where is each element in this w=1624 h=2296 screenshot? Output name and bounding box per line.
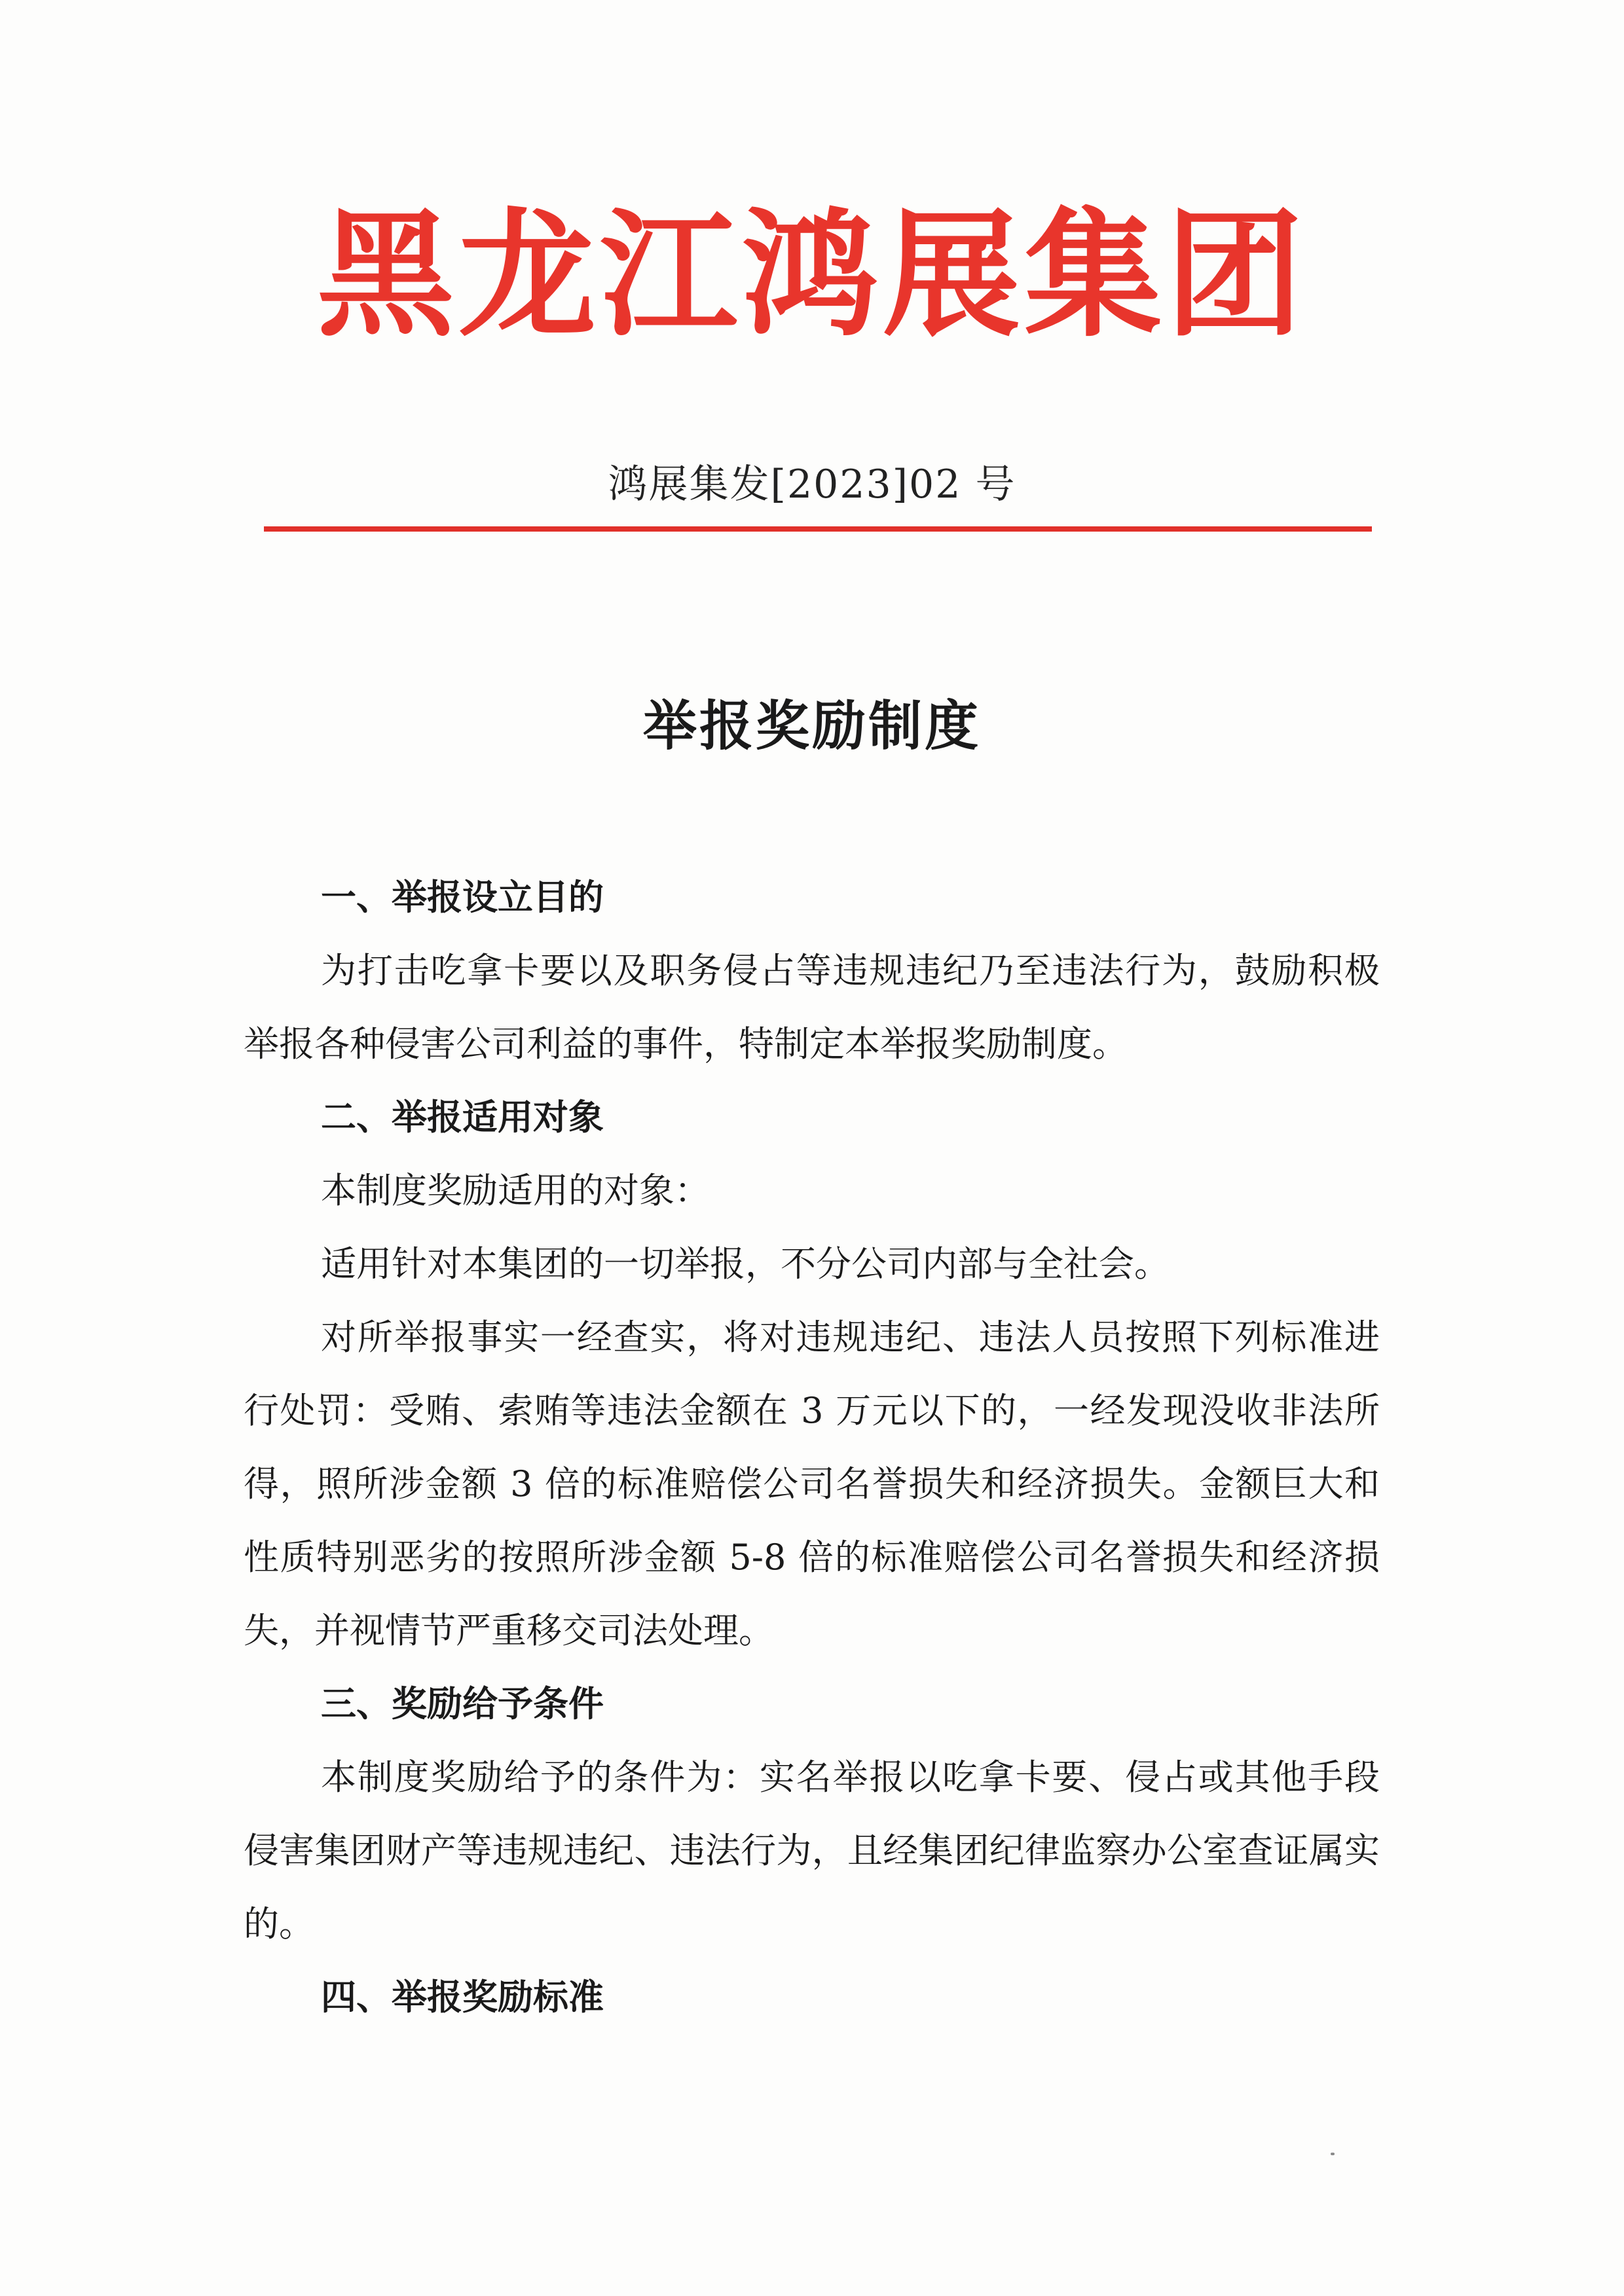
section-paragraph: 本制度奖励适用的对象：	[321, 1170, 710, 1211]
section-heading: 一、举报设立目的	[321, 877, 604, 918]
document-number: 鸿展集发[2023]02 号	[608, 462, 1016, 507]
scan-speck	[1331, 2153, 1335, 2155]
section-paragraph: 本制度奖励给予的条件为：实名举报以吃拿卡要、侵占或其他手段侵害集团财产等违规违纪、违法行为，且经集团纪律监察办公室查证属实的。	[244, 1757, 1380, 1944]
section-heading: 二、举报适用对象	[321, 1097, 604, 1138]
section-heading: 三、奖励给予条件	[321, 1683, 604, 1724]
document-title: 举报奖励制度	[642, 695, 981, 757]
red-divider-line	[264, 526, 1372, 532]
document-body	[244, 861, 1380, 2034]
section-heading: 四、举报奖励标准	[321, 1977, 604, 2018]
section-paragraph: 适用针对本集团的一切举报，不分公司内部与全社会。	[321, 1243, 1170, 1285]
section-paragraph: 为打击吃拿卡要以及职务侵占等违规违纪乃至违法行为，鼓励积极举报各种侵害公司利益的事件，特制定本举报奖励制度。	[244, 950, 1380, 1065]
organization-letterhead: 黑龙江鸿展集团	[316, 194, 1307, 355]
section-paragraph: 对所举报事实一经查实，将对违规违纪、违法人员按照下列标准进行处罚：受贿、索贿等违法金额在 3 万元以下的，一经发现没收非法所得，照所涉金额 3 倍的标准赔偿公司名誉损失和经济损失。金额巨大和性质特别恶劣的按照所涉金额 5-8 倍的标准赔偿公司名誉损失和经济损失，并视情节严重移交司法处理。	[244, 1317, 1380, 1651]
